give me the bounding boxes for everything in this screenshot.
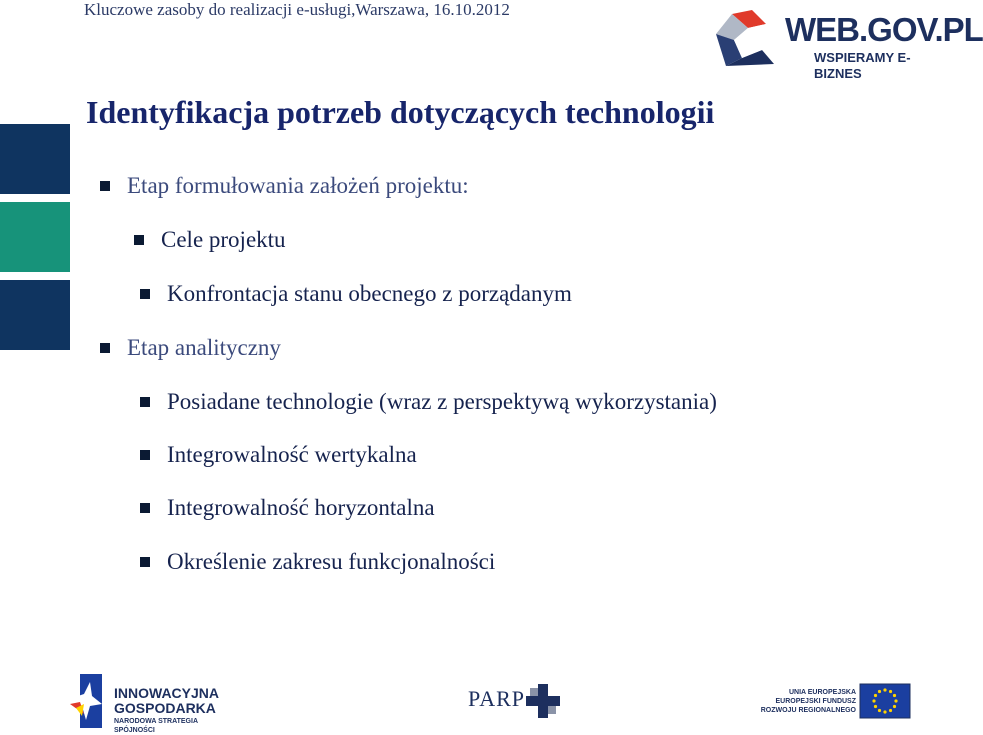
- bullet-item: [140, 441, 417, 469]
- decor-block-navy-bottom: [0, 280, 70, 350]
- bullet-text: Cele projektu: [161, 227, 286, 252]
- eu-text-block: [756, 688, 856, 715]
- ig-star-icon: [70, 674, 104, 730]
- webgov-mark-icon: [712, 10, 782, 72]
- bullet-item: [140, 388, 717, 416]
- bullet-text: Integrowalność horyzontalna: [167, 495, 435, 520]
- bullet-square-icon: [140, 397, 150, 407]
- bullet-text: Etap formułowania założeń projektu:: [127, 173, 469, 198]
- header-note: Kluczowe zasoby do realizacji e-usługi,Warszawa, 16.10.2012: [84, 0, 510, 19]
- ig-line2: GOSPODARKA: [114, 700, 216, 716]
- eu-logo: [760, 670, 912, 730]
- eu-line3: ROZWOJU REGIONALNEGO: [760, 707, 856, 714]
- bullet-square-icon: [134, 235, 144, 245]
- bullet-square-icon: [100, 181, 110, 191]
- bullet-text: Posiadane technologie (wraz z perspektywą wykorzystania): [167, 389, 717, 414]
- bullet-item: [100, 172, 469, 200]
- decor-block-teal: [0, 202, 70, 272]
- webgov-logo: [712, 8, 983, 81]
- bullet-text: Konfrontacja stanu obecnego z porządanym: [167, 281, 572, 306]
- eu-line2: EUROPEJSKI FUNDUSZ: [775, 698, 856, 705]
- bullet-square-icon: [100, 343, 110, 353]
- eu-flag-icon: [860, 684, 910, 718]
- bullet-square-icon: [140, 503, 150, 513]
- bullet-text: Integrowalność wertykalna: [167, 442, 417, 467]
- ig-line1: INNOWACYJNA: [114, 685, 220, 701]
- parp-wordmark: PARP: [468, 686, 526, 711]
- bullet-square-icon: [140, 450, 150, 460]
- logo-wordmark: WEB.GOV.PL: [785, 11, 983, 48]
- bullet-item: [140, 280, 572, 308]
- slide-title: Identyfikacja potrzeb dotyczących technologii: [86, 94, 715, 130]
- parp-logo: [468, 670, 564, 730]
- bullet-text: Określenie zakresu funkcjonalności: [167, 549, 496, 574]
- innowacyjna-gospodarka-logo: [70, 670, 240, 734]
- bullet-item: [134, 226, 286, 254]
- bullet-text: Etap analityczny: [127, 335, 281, 360]
- ig-line3: NARODOWA STRATEGIA SPÓJNOŚCI: [114, 718, 198, 734]
- parp-mark-icon: [526, 684, 560, 718]
- bullet-item: [100, 334, 281, 362]
- logo-tagline: WSPIERAMY E-BIZNES: [814, 50, 911, 81]
- bullet-item: [140, 494, 435, 522]
- decor-block-navy-top: [0, 124, 70, 194]
- bullet-square-icon: [140, 557, 150, 567]
- bullet-item: [140, 548, 495, 576]
- eu-line1: UNIA EUROPEJSKA: [788, 689, 856, 696]
- bullet-square-icon: [140, 289, 150, 299]
